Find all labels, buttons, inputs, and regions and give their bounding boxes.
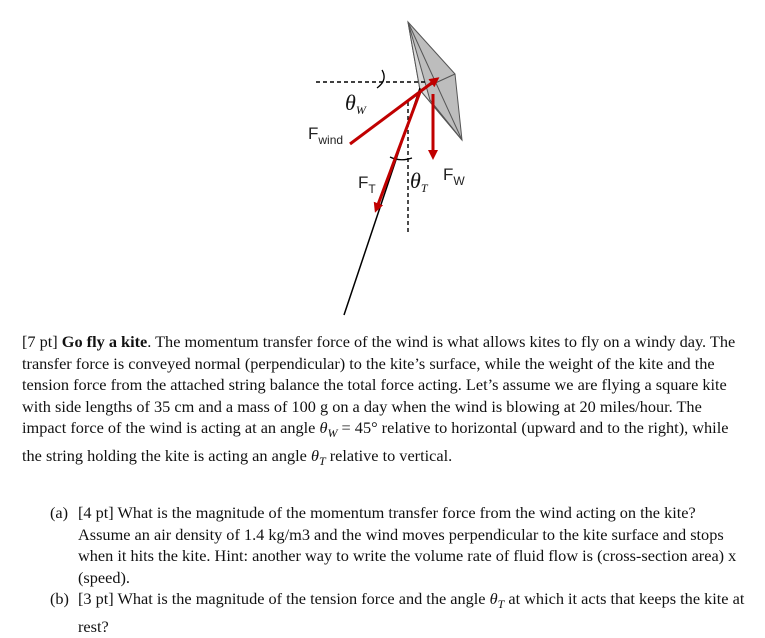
part-a-mark: (a) [50, 503, 69, 522]
part-a-text: [4 pt] What is the magnitude of the momentum transfer force from the wind acting on the kite? Assume an air density of 1.4 kg/m3 and the wind moves perpendicular to the kite surface and stops when it hits the kite. Hint: another way to write the volume rate of fluid flow is (cross-section area) x (speed). [78, 503, 737, 587]
part-b [50, 588, 750, 637]
f-tension-label: $F_T$ [358, 173, 376, 196]
problem-points: [7 pt] [22, 332, 58, 351]
problem-title: Go fly a kite [61, 332, 148, 351]
problem-statement [22, 331, 747, 473]
theta-w-symbol: $\theta_W$ [319, 418, 338, 441]
theta-t-label: $\theta_T$ [410, 168, 428, 195]
problem-end: relative to vertical. [325, 445, 453, 465]
part-b-mark: (b) [50, 589, 69, 609]
f-wind-label: $F_{wind}$ [308, 124, 344, 147]
theta-w-label: $\theta_W$ [345, 90, 366, 117]
problem-parts [50, 502, 750, 638]
theta-t-symbol-b: $\theta_T$ [489, 589, 505, 612]
problem-paragraph [22, 331, 747, 473]
f-weight-label: $F_W$ [443, 165, 465, 188]
theta-t-symbol: $\theta_T$ [310, 445, 326, 468]
problem-mid: = 45° relative to horizontal (upward and to the right), while the string holding the kite is acting an angle [22, 418, 729, 465]
part-a [50, 502, 750, 588]
part-b-text: [3 pt] What is the magnitude of the tension force and the angle $\theta_T$ at which it acts that keeps the kite at rest? [78, 589, 745, 636]
theta-w-arc [377, 70, 384, 88]
problem-intro: . The momentum transfer force of the wind is what allows kites to fly on a windy day. The transfer force is conveyed normal (perpendicular) to the kite’s surface, while the weight of the kite and the tension force from the attached string balance the total force acting. Let’s assume we are flying a square kite with side lengths of 35 cm and a mass of 100 g on a day when the wind is blowing at 20 miles/hour. The impact force of the wind is acting at an angle [22, 332, 736, 438]
